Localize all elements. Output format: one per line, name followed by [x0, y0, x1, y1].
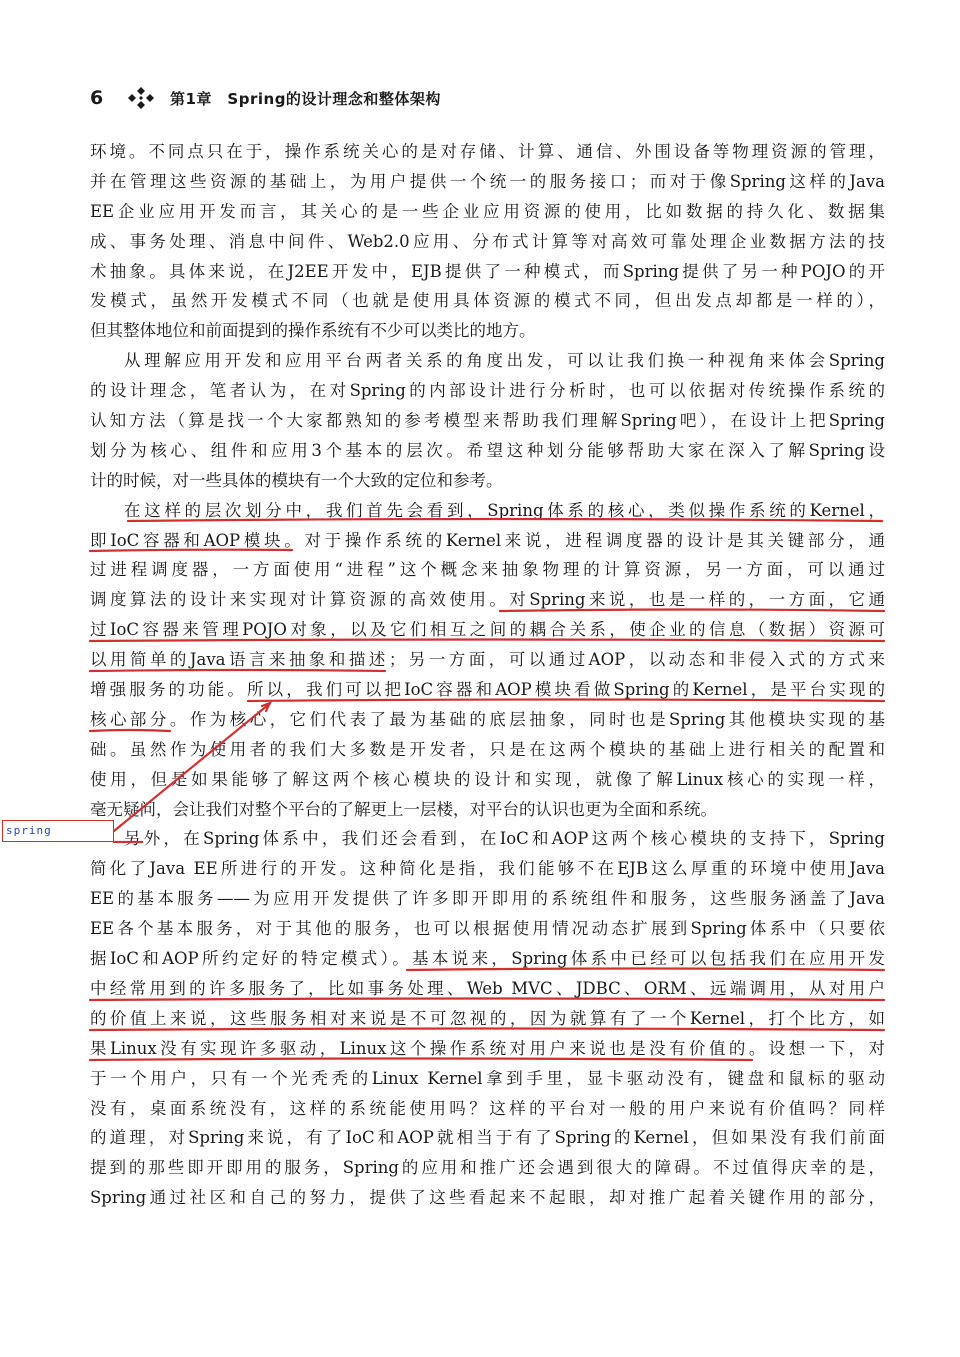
- text-line: 成、事务处理、消息中间件、Web2.0应用、分布式计算等对高效可靠处理企业数据方法的技: [90, 231, 885, 251]
- text-line: 以用简单的Java语言来抽象和描述；另一方面，可以通过AOP，以动态和非侵入式的方式来: [90, 650, 885, 670]
- text-line: 但其整体地位和前面提到的操作系统有不少可以类比的地方。: [90, 321, 536, 341]
- text-line: 认知方法（算是找一个大家都熟知的参考模型来帮助我们理解Spring吧），在设计上把Spring: [90, 411, 885, 431]
- text-line: 使用，但是如果能够了解这两个核心模块的设计和实现，就像了解Linux核心的实现一样，: [90, 769, 885, 789]
- text-line: 中经常用到的许多服务了，比如事务处理、Web MVC、JDBC、ORM、远端调用，从对用户: [90, 978, 885, 998]
- text-line: 调度算法的设计来实现对计算资源的高效使用。对Spring来说，也是一样的，一方面，它通: [90, 590, 885, 610]
- text-line: 增强服务的功能。所以，我们可以把IoC容器和AOP模块看做Spring的Kernel，是平台实现的: [90, 680, 885, 700]
- text-line: EE的基本服务——为应用开发提供了许多即开即用的系统组件和服务，这些服务涵盖了Java: [90, 889, 885, 909]
- text-line: 另外，在Spring体系中，我们还会看到，在IoC和AOP这两个核心模块的支持下，Spring: [124, 829, 885, 849]
- margin-note: spring: [2, 820, 114, 842]
- text-line: 环境。不同点只在于，操作系统关心的是对存储、计算、通信、外围设备等物理资源的管理，: [90, 142, 885, 161]
- text-line: 从理解应用开发和应用平台两者关系的角度出发，可以让我们换一种视角来体会Spring: [124, 351, 885, 371]
- page-number: 6: [90, 87, 104, 109]
- text-line: 核心部分。作为核心，它们代表了最为基础的底层抽象，同时也是Spring其他模块实现的基: [90, 709, 885, 729]
- text-line: 即IoC容器和AOP模块。对于操作系统的Kernel来说，进程调度器的设计是其关键部分，通: [90, 530, 885, 550]
- chapter-title: 第1章 Spring的设计理念和整体架构: [170, 89, 441, 108]
- page-header: [90, 86, 441, 110]
- text-line: 简化了Java EE所进行的开发。这种简化是指，我们能够不在EJB这么厚重的环境中使用Java: [90, 859, 885, 879]
- text-line: EE各个基本服务，对于其他的服务，也可以根据使用情况动态扩展到Spring体系中（只要依: [90, 919, 885, 939]
- text-line: 的道理，对Spring来说，有了IoC和AOP就相当于有了Spring的Kernel，但如果没有我们前面: [90, 1128, 885, 1148]
- text-line: 果Linux没有实现许多驱动，Linux这个操作系统对用户来说也是没有价值的。设想一下，对: [90, 1038, 885, 1058]
- text-line: 过IoC容器来管理POJO对象，以及它们相互之间的耦合关系，使企业的信息（数据）资源可: [90, 620, 885, 640]
- text-line: 没有，桌面系统没有，这样的系统能使用吗？这样的平台对一般的用户来说有价值吗？同样: [90, 1098, 885, 1118]
- text-line: 于一个用户，只有一个光秃秃的Linux Kernel拿到手里，显卡驱动没有，键盘和鼠标的驱动: [90, 1068, 885, 1088]
- text-line: 础。虽然作为使用者的我们大多数是开发者，只是在这两个模块的基础上进行相关的配置和: [90, 739, 885, 759]
- text-line: 的设计理念，笔者认为，在对Spring的内部设计进行分析时，也可以依据对传统操作系统的: [90, 381, 885, 401]
- text-line: 毫无疑问，会让我们对整个平台的了解更上一层楼，对平台的认识也更为全面和系统。: [90, 799, 717, 819]
- text-line: 在这样的层次划分中，我们首先会看到，Spring体系的核心，类似操作系统的Kernel，: [124, 500, 885, 520]
- text-line: 过进程调度器，一方面使用“进程”这个概念来抽象物理的计算资源，另一方面，可以通过: [90, 560, 885, 580]
- text-line: 并在管理这些资源的基础上，为用户提供一个统一的服务接口；而对于像Spring这样的Java: [90, 171, 885, 191]
- text-line: 提到的那些即开即用的服务，Spring的应用和推广还会遇到很大的障碍。不过值得庆幸的是，: [90, 1158, 885, 1178]
- text-line: EE企业应用开发而言，其关心的是一些企业应用资源的使用，比如数据的持久化、数据集: [90, 201, 885, 221]
- text-line: 发模式，虽然开发模式不同（也就是使用具体资源的模式不同，但出发点却都是一样的），: [90, 291, 885, 311]
- text-line: Spring通过社区和自己的努力，提供了这些看起来不起眼，却对推广起着关键作用的部分，: [90, 1188, 885, 1208]
- text-line: 据IoC和AOP所约定好的特定模式）。基本说来，Spring体系中已经可以包括我们在应用开发: [90, 949, 885, 969]
- diamond-ornament-icon: [126, 86, 156, 110]
- text-line: 划分为核心、组件和应用3个基本的层次。希望这种划分能够帮助大家在深入了解Spring设: [90, 440, 885, 460]
- text-line: 术抽象。具体来说，在J2EE开发中，EJB提供了一种模式，而Spring提供了另一种POJO的开: [90, 261, 885, 281]
- body-text: [90, 137, 885, 1213]
- text-line: 计的时候，对一些具体的模块有一个大致的定位和参考。: [90, 470, 503, 490]
- text-line: 的价值上来说，这些服务相对来说是不可忽视的，因为就算有了一个Kernel，打个比方，如: [90, 1008, 885, 1028]
